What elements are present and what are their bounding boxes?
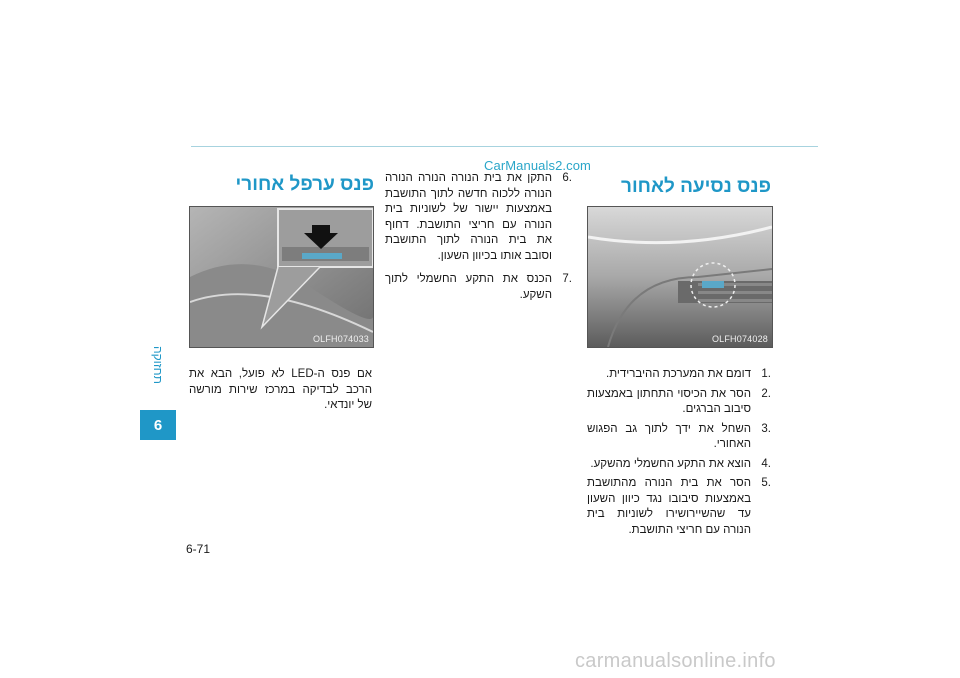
- step-number: 5.: [761, 477, 771, 489]
- step-number: 1.: [761, 368, 771, 380]
- step-text: השחל את ידך לתוך גב הפגוש האחורי.: [587, 422, 751, 450]
- step-text: הכנס את התקע החשמלי לתוך השקע.: [385, 273, 552, 301]
- rear-fog-photo: [189, 206, 374, 348]
- backup-lamp-photo: [587, 206, 773, 348]
- rear-fog-caption: אם פנס ה-LED לא פועל, הבא את הרכב לבדיקה במרכז שירות מורשה של יונדאי.: [189, 368, 372, 411]
- chapter-label: תחזוקה: [151, 346, 165, 384]
- watermark-top: CarManuals2.com: [484, 158, 591, 173]
- middle-steps: [385, 171, 572, 307]
- backup-lamp-illustration: [588, 207, 772, 347]
- backup-lamp-title: פנס נסיעה לאחור: [621, 176, 771, 197]
- step-6: [385, 171, 572, 264]
- step-text: הוצא את התקע החשמלי מהשקע.: [590, 457, 751, 470]
- backup-lamp-photo-code: OLFH074028: [711, 334, 768, 344]
- step-5: [587, 476, 771, 538]
- step-number: 4.: [761, 457, 771, 470]
- step-7: [385, 272, 572, 303]
- chapter-tab: 6: [140, 410, 176, 440]
- rear-fog-photo-code: OLFH074033: [312, 334, 369, 344]
- step-text: הסר את הכיסוי התחתון באמצעות סיבוב הברגים.: [587, 387, 751, 415]
- right-steps: [587, 367, 771, 542]
- step-4: [587, 457, 771, 473]
- step-text: דומם את המערכת ההיברידית.: [606, 368, 751, 380]
- step-2: [587, 387, 771, 418]
- rear-fog-illustration: [190, 207, 373, 347]
- top-rule: [191, 146, 818, 147]
- page-number: 6-71: [186, 542, 211, 556]
- step-3: [587, 422, 771, 453]
- step-text: הסר את בית הנורה מהתושבת באמצעות סיבובו נגד כיוון השעון עד שהשיירושירו לשוניות בית הנורה עם חריצי התושבת.: [587, 477, 751, 536]
- rear-fog-title: פנס ערפל אחורי: [235, 174, 374, 195]
- step-number: 3.: [761, 422, 771, 435]
- watermark-bottom: carmanualsonline.info: [575, 650, 776, 672]
- step-text: התקן את בית הנורה הנורה הנורה הנורה ללכוה חדשה לתוך התושבת באמצעות יישור של לשוניות בית הנורה עם חריצי התושבת. דחוף את בית הנורה לתוך התושבת וסובב אותו בכיוון השעון.: [385, 172, 552, 262]
- step-number: 6.: [562, 172, 572, 184]
- step-1: [587, 367, 771, 383]
- step-number: 2.: [761, 387, 771, 400]
- step-number: 7.: [562, 273, 572, 285]
